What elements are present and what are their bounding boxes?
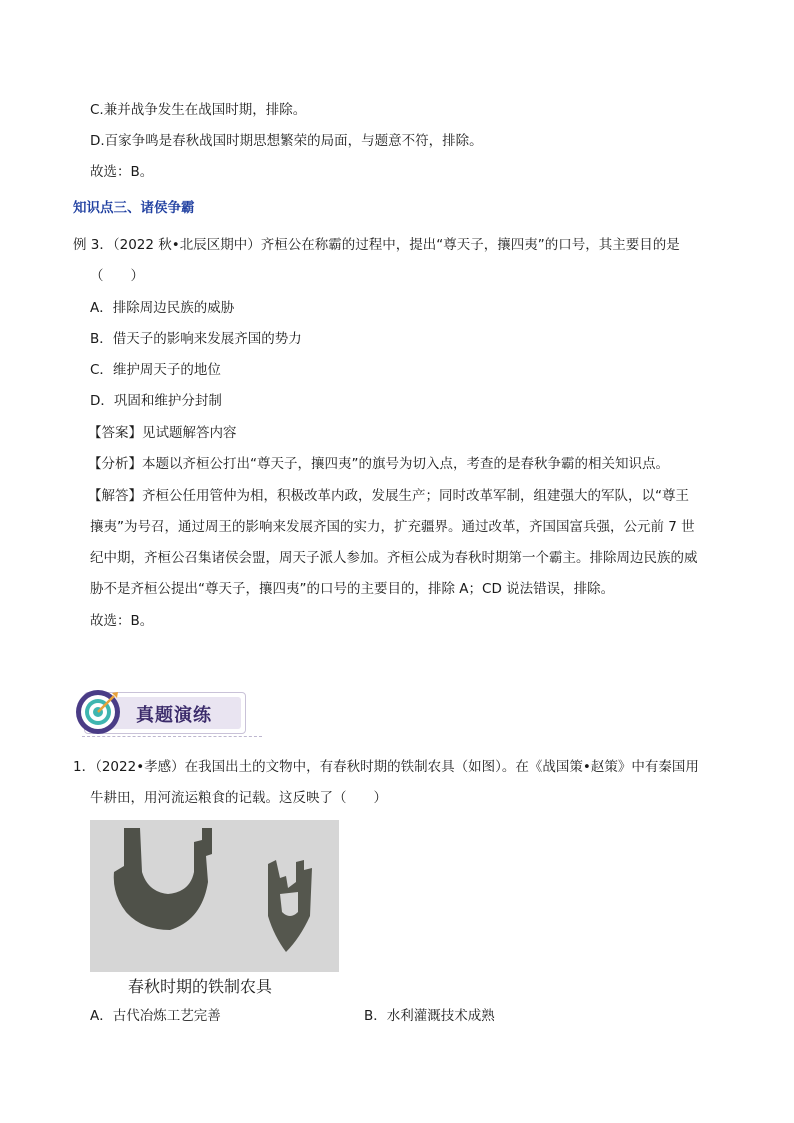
example-solution-line: 【解答】齐桓公任用管仲为相，积极改革内政，发展生产；同时改革军制，组建强大的军队，以“尊王 [88, 488, 689, 504]
example-option-d: D．巩固和维护分封制 [90, 393, 222, 409]
example-stem-paren: （ ） [90, 268, 144, 284]
banner-title: 真题演练 [136, 705, 212, 726]
target-icon [74, 688, 122, 736]
question-option-a: A．古代冶炼工艺完善 [90, 1008, 221, 1024]
iron-tools-photo [90, 820, 339, 972]
example-solution-line: 纪中期，齐桓公召集诸侯会盟，周天子派人参加。齐桓公成为春秋时期第一个霸主。排除周边民族的威 [90, 550, 698, 566]
example-solution-line: 攘夷”为号召，通过周王的影响来发展齐国的实力，扩充疆界。通过改革，齐国国富兵强，公元前 7 世 [90, 519, 695, 535]
iron-tools-image [90, 820, 339, 972]
example-solution-line: 胁不是齐桓公提出“尊天子，攘四夷”的口号的主要目的，排除 A；CD 说法错误，排除。 [90, 581, 615, 597]
section-heading: 知识点三、诸侯争霸 [73, 200, 195, 216]
example-option-c: C．维护周天子的地位 [90, 362, 221, 378]
example-answer: 【答案】见试题解答内容 [88, 425, 237, 441]
example-analysis: 【分析】本题以齐桓公打出“尊天子，攘四夷”的旗号为切入点，考查的是春秋争霸的相关知识点。 [88, 456, 669, 472]
prev-option-d: D.百家争鸣是春秋战国时期思想繁荣的局面，与题意不符，排除。 [90, 133, 483, 149]
image-caption: 春秋时期的铁制农具 [128, 977, 273, 996]
banner-divider [82, 736, 262, 737]
example-choice: 故选：B。 [90, 613, 154, 629]
example-option-b: B．借天子的影响来发展齐国的势力 [90, 331, 302, 347]
question-option-b: B．水利灌溉技术成熟 [364, 1008, 495, 1024]
question-stem: 1．（2022•孝感）在我国出土的文物中，有春秋时期的铁制农具（如图）。在《战国策•赵策》中有秦国用 [73, 759, 699, 775]
prev-option-c: C.兼并战争发生在战国时期，排除。 [90, 102, 307, 118]
example-option-a: A．排除周边民族的威胁 [90, 300, 235, 316]
prev-choice: 故选：B。 [90, 164, 154, 180]
question-stem-cont: 牛耕田，用河流运粮食的记载。这反映了（ ） [90, 790, 387, 806]
example-stem: 例 3．（2022 秋•北辰区期中）齐桓公在称霸的过程中，提出“尊天子，攘四夷”的口号，其主要目的是 [73, 237, 680, 253]
section-banner [74, 688, 250, 736]
